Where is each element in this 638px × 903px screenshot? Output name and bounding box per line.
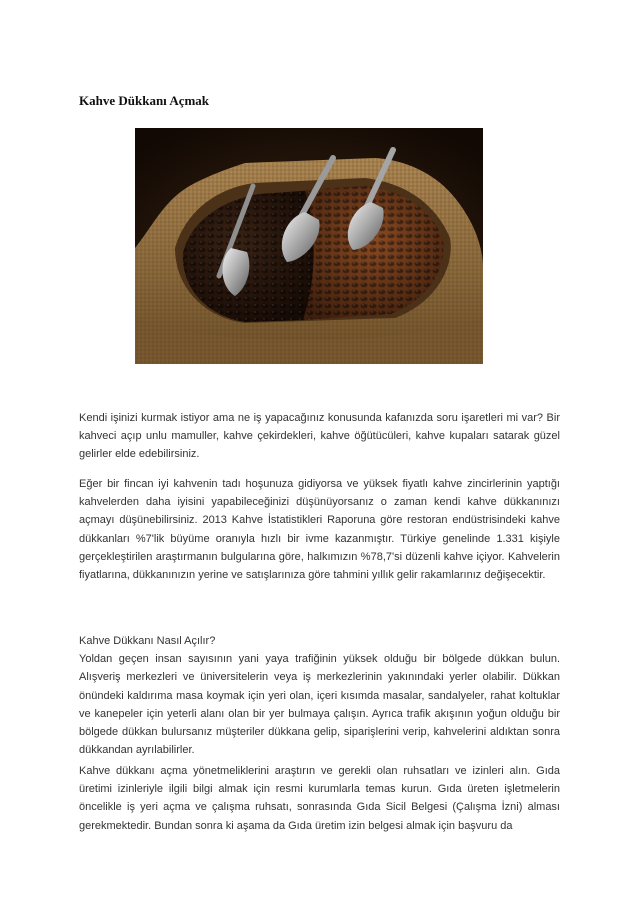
paragraph-location-text: Yoldan geçen insan sayısının yani yaya trafiğinin yüksek olduğu bir bölgede dükkan bulun. Alışveriş merkezleri ve üniversitelerin veya iş merkezlerinin yakınındaki yerler olabilir. Dükkan önündeki kaldırıma masa koymak için yeri olan, içeri kısımda masalar, sandalyeler, rahat koltuklar ve kanepeler için yeterli alanı olan bir yer bulmaya çalışın. Ayrıca trafik akışının yoğun olduğu bir bölgede dükkan bulursanız müşteriler dükkana gelip, siparişlerini verip, kahvelerini aldıktan sonra dükkandan ayrılabilirler. [79,653,560,757]
page-title: Kahve Dükkanı Açmak [79,93,210,108]
paragraph-permits [79,762,560,835]
paragraph-intro [79,409,560,464]
paragraph-intro-text: Kendi işinizi kurmak istiyor ama ne iş yapacağınız konusunda kafanızda soru işaretleri mi var? Bir kahveci açıp unlu mamuller, kahve çekirdekleri, kahve öğütücüleri, kahve kupaları satarak güzel gelirler elde edebilirsiniz. [79,412,560,461]
paragraph-permits-text: Kahve dükkanı açma yönetmeliklerini araştırın ve gerekli olan ruhsatları ve izinleri alın. Gıda üretimi izinleriyle ilgili bilgi almak için resmi kurumlarla temas kurun. Gıda üreten işletmelerin öncelikle iş yeri açma ve çalışma ruhsatı, sonrasında Gıda Sicil Belgesi (Çalışma İzni) alması gerekmektedir. Bundan sonra ki aşama da Gıda üretim izin belgesi almak için başvuru da [79,765,560,832]
section-heading: Kahve Dükkanı Nasıl Açılır? [79,635,216,647]
coffee-beans-sack-image [135,128,483,364]
coffee-beans-photo [135,128,483,364]
paragraph-market [79,475,560,584]
section-location [79,632,560,759]
paragraph-market-text: Eğer bir fincan iyi kahvenin tadı hoşunuza gidiyorsa ve yüksek fiyatlı kahve zincirlerinin yaptığı kahvelerden daha iyisini yapabileceğinizi düşünüyorsanız o zaman kendi kahve dükkanınızı açmayı düşünebilirsiniz. 2013 Kahve İstatistikleri Raporuna göre restoran endüstrisindeki kahve dükkanları %7'lik büyüme oranıyla hızlı bir ivme kazanmıştır. Türkiye genelinde 1.331 kişiyle gerçekleştirilen araştırmanın bulgularına göre, halkımızın %78,7'si düzenli kahve içiyor. Kahvelerin fiyatlarına, dükkanınızın yerine ve satışlarınıza göre tahmini yıllık gelir rakamlarınız değişecektir. [79,478,560,582]
